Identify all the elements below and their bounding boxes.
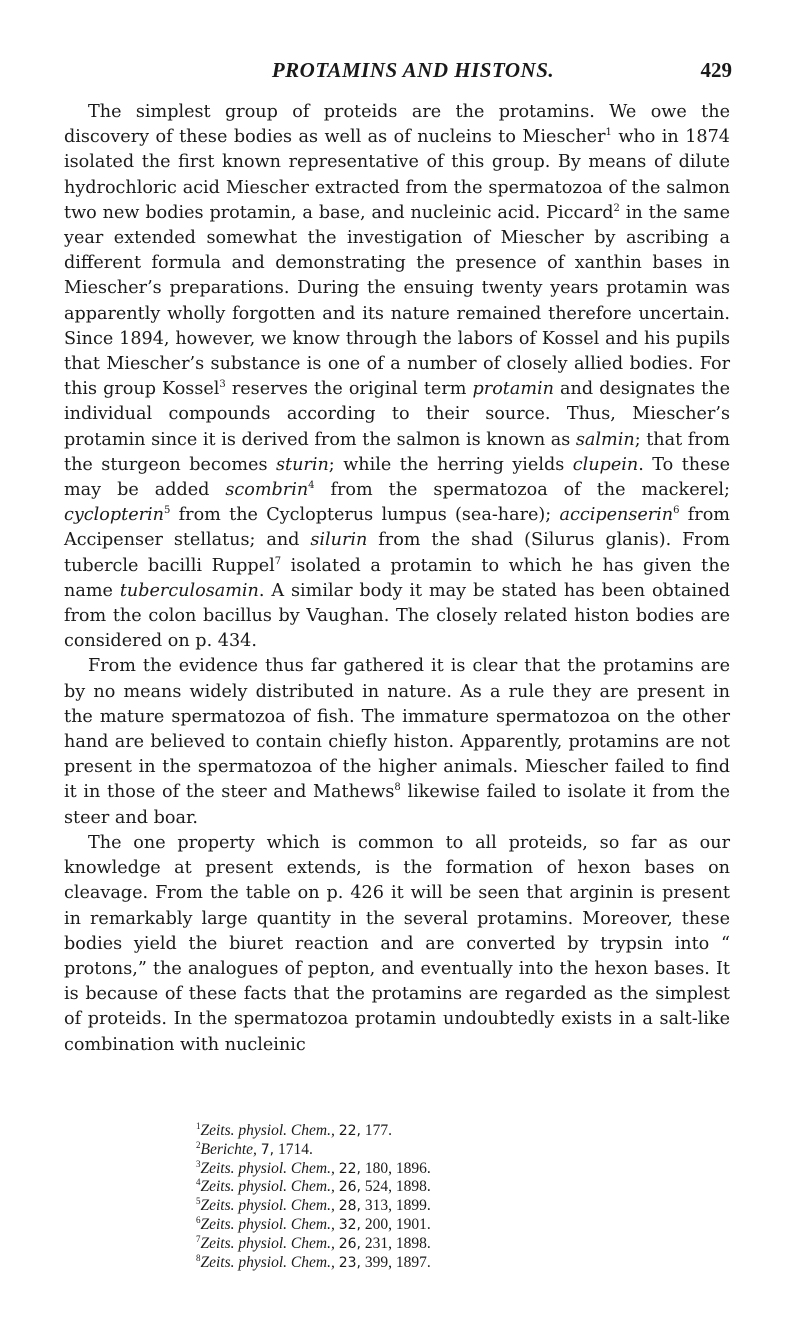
footnote-number: 8 xyxy=(196,1252,201,1263)
footnote xyxy=(196,1160,716,1179)
italic-term: tuberculosamin xyxy=(119,580,259,601)
footnote xyxy=(196,1216,716,1235)
italic-term: protamin xyxy=(472,379,554,400)
footnote-number: 7 xyxy=(196,1233,201,1244)
text-run: who in 1874 isolated the first known representative of this group. By means of dilute hydrochloric acid Miescher extracted from the spermatozoa of the salmon two new bodies protamin, a base, and nucleinic acid. Piccard xyxy=(64,127,730,223)
footnote xyxy=(196,1197,716,1216)
footnote xyxy=(196,1141,716,1160)
footnote-journal: Zeits. physiol. Chem., xyxy=(200,1253,335,1271)
text-run: from the spermatozoa of the mackerel; xyxy=(314,480,730,501)
italic-term: salmin xyxy=(575,429,635,450)
body-text xyxy=(64,100,730,1058)
text-run: in the same year extended somewhat the investigation of Miescher by ascribing a different formula and demonstrating the presence of xanthin bases in Miescher’s preparations. During the ensuing twenty years protamin was apparently wholly forgotten and its nature remained therefore uncertain. Since 1894, however, we know through the labors of Kossel and his pupils that Miescher’s substance is one of a number of closely allied bodies. For this group Kossel xyxy=(64,202,730,400)
italic-term: scombrin xyxy=(225,480,309,501)
footnote-journal: Zeits. physiol. Chem., xyxy=(200,1178,335,1196)
footnote-journal: Berichte, xyxy=(200,1140,257,1158)
footnote-pages: 524, 1898. xyxy=(364,1178,431,1196)
footnote-ref: 6 xyxy=(673,505,680,517)
page-number: 429 xyxy=(700,58,732,82)
paragraph xyxy=(64,100,730,654)
footnote-journal: Zeits. physiol. Chem., xyxy=(200,1234,335,1252)
italic-term: clupein xyxy=(572,454,639,475)
footnote xyxy=(196,1178,716,1197)
italic-term: sturin xyxy=(275,454,329,475)
italic-term: silurin xyxy=(310,530,368,551)
footnote-ref: 1 xyxy=(605,127,612,139)
footnote-ref: 4 xyxy=(308,480,315,492)
text-run: The simplest group of proteids are the protamins. We owe the discovery of these bodies as well as of nucleins to Miescher xyxy=(64,102,730,148)
footnote-number: 6 xyxy=(196,1214,201,1225)
footnote xyxy=(196,1122,716,1141)
footnote-ref: 5 xyxy=(163,505,171,517)
paragraph xyxy=(64,654,730,830)
footnote-journal: Zeits. physiol. Chem., xyxy=(200,1122,335,1139)
footnote-number: 4 xyxy=(196,1177,201,1188)
footnote-pages: 177. xyxy=(364,1122,392,1139)
footnote-number: 1 xyxy=(196,1120,201,1131)
footnote xyxy=(196,1254,716,1273)
footnote-journal: Zeits. physiol. Chem., xyxy=(200,1215,335,1233)
footnote-pages: 399, 1897. xyxy=(364,1253,431,1271)
footnote-volume: 22, xyxy=(338,1123,361,1139)
footnote-volume: 26, xyxy=(338,1235,361,1252)
footnote-journal: Zeits. physiol. Chem., xyxy=(200,1159,335,1177)
paragraph xyxy=(64,831,730,1058)
footnote-volume: 28, xyxy=(338,1198,361,1215)
footnote-pages: 180, 1896. xyxy=(364,1159,431,1177)
footnotes xyxy=(196,1122,716,1272)
footnote-number: 2 xyxy=(196,1139,201,1150)
footnote-volume: 22, xyxy=(338,1160,361,1177)
text-run: The one property which is common to all proteids, so far as our knowledge at present extends, is the formation of hexon bases on cleavage. From the table on p. 426 it will be seen that arginin is present in remarkably large quantity in the several protamins. Moreover, these bodies yield the biuret reaction and are converted by trypsin into “ protons,” the analogues of pepton, and eventually into the hexon bases. It is because of these facts that the protamins are regarded as the simplest of proteids. In the spermatozoa protamin undoubtedly exists in a salt-like combination with nucleinic xyxy=(64,832,730,1055)
footnote-ref: 8 xyxy=(394,782,401,794)
italic-term: cyclopterin xyxy=(64,505,164,526)
text-run: From the evidence thus far gathered it is clear that the protamins are by no means widely distributed in nature. As a rule they are present in the mature spermatozoa of fish. The immature spermatozoa on the other hand are believed to contain chiefly histon. Apparently, protamins are not present in the spermatozoa of the higher animals. Miescher failed to find it in those of the steer and Mathews xyxy=(64,656,730,803)
footnote-volume: 7, xyxy=(260,1141,275,1158)
footnote-journal: Zeits. physiol. Chem., xyxy=(200,1197,335,1215)
footnote-number: 3 xyxy=(196,1158,201,1169)
running-title: PROTAMINS AND HISTONS. xyxy=(271,58,555,82)
footnote-number: 5 xyxy=(196,1196,201,1207)
footnote-ref: 3 xyxy=(219,379,226,391)
text-run: ; while the herring yields xyxy=(328,454,573,475)
text-run: from the shad (Silurus glanis). From tubercle bacilli Ruppel xyxy=(64,530,730,576)
text-run: from the Cyclopterus lumpus (sea-hare); xyxy=(170,505,560,526)
footnote-ref: 2 xyxy=(613,202,620,214)
footnote-pages: 200, 1901. xyxy=(364,1215,431,1233)
text-run: and designates the individual compounds according to their source. Thus, Miescher’s protamin since it is derived from the salmon is known as xyxy=(64,379,730,450)
footnote-pages: 1714. xyxy=(278,1140,313,1158)
text-run: ; that from the sturgeon becomes xyxy=(64,429,730,475)
text-run: . To these may be added xyxy=(64,454,730,501)
footnote-volume: 23, xyxy=(338,1254,361,1271)
text-run: . A similar body it may be stated has been obtained from the colon bacillus by Vaughan. The closely related histon bodies are considered on p. 434. xyxy=(64,580,730,652)
text-run: isolated a protamin to which he has given the name xyxy=(64,555,730,601)
footnote xyxy=(196,1235,716,1254)
text-run: from Accipenser stellatus; and xyxy=(64,505,730,551)
footnote-volume: 26, xyxy=(338,1179,361,1196)
footnote-ref: 7 xyxy=(274,555,282,567)
text-run: likewise failed to isolate it from the steer and boar. xyxy=(64,782,730,828)
text-run: reserves the original term xyxy=(225,379,473,400)
footnote-pages: 231, 1898. xyxy=(364,1234,431,1252)
italic-term: accipenserin xyxy=(559,505,674,526)
footnote-pages: 313, 1899. xyxy=(364,1197,431,1215)
footnote-volume: 32, xyxy=(338,1216,361,1233)
running-head xyxy=(64,58,732,86)
